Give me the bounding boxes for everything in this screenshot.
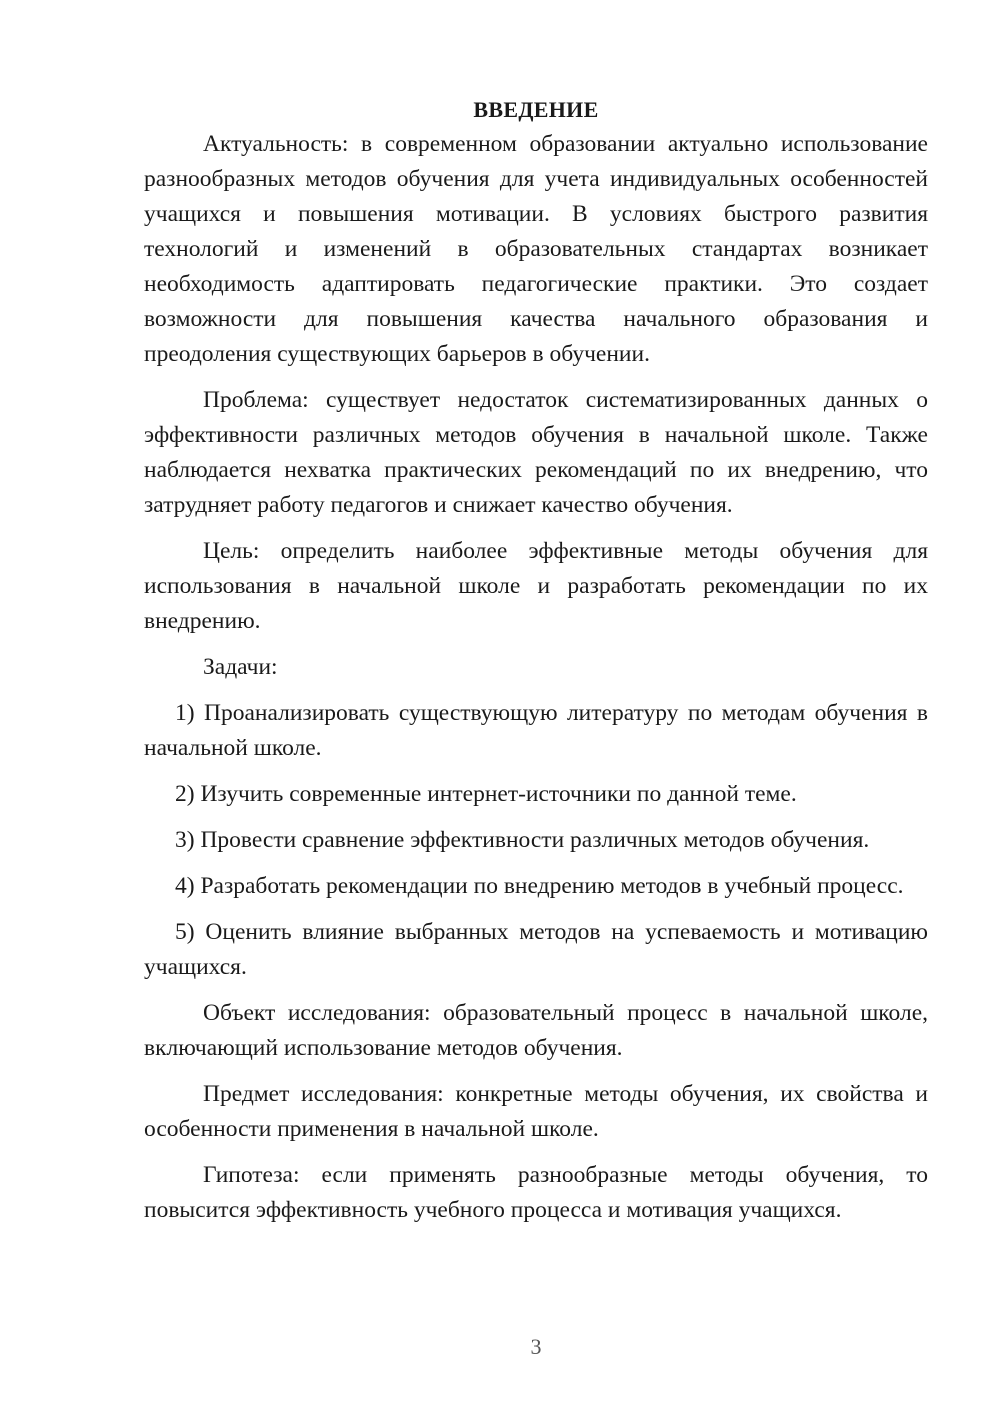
hypothesis-paragraph: Гипотеза: если применять разнообразные методы обучения, то повысится эффективность учебного процесса и мотивация учащихся. [144,1162,928,1223]
subject-paragraph: Предмет исследования: конкретные методы обучения, их свойства и особенности применения в начальной школе. [144,1081,928,1142]
problem-paragraph: Проблема: существует недостаток систематизированных данных о эффективности различных методов обучения в начальной школе. Также наблюдается нехватка практических рекомендаций по их внедрению, что затрудняет работу педагогов и снижает качество обучения. [144,387,928,518]
task-item: 4) Разработать рекомендации по внедрению методов в учебный процесс. [175,873,904,899]
tasks-heading: Задачи: [203,654,278,680]
task-item: 5) Оценить влияние выбранных методов на успеваемость и мотивацию учащихся. [144,919,928,980]
object-paragraph: Объект исследования: образовательный процесс в начальной школе, включающий использование методов обучения. [144,1000,928,1061]
page-title: ВВЕДЕНИЕ [473,97,599,122]
goal-paragraph: Цель: определить наиболее эффективные методы обучения для использования в начальной школе и разработать рекомендации по их внедрению. [144,538,928,634]
task-item: 2) Изучить современные интернет-источники по данной теме. [175,781,797,807]
task-item: 1) Проанализировать существующую литературу по методам обучения в начальной школе. [144,700,928,761]
page-number: 3 [530,1334,542,1359]
document-page [144,92,928,1239]
task-item: 3) Провести сравнение эффективности различных методов обучения. [175,827,870,853]
relevance-paragraph: Актуальность: в современном образовании актуально использование разнообразных методов обучения для учета индивидуальных особенностей учащихся и повышения мотивации. В условиях быстрого развития технологий и изменений в образовательных стандартах возникает необходимость адаптировать педагогические практики. Это создает возможности для повышения качества начального образования и преодоления существующих барьеров в обучении. [144,131,928,367]
